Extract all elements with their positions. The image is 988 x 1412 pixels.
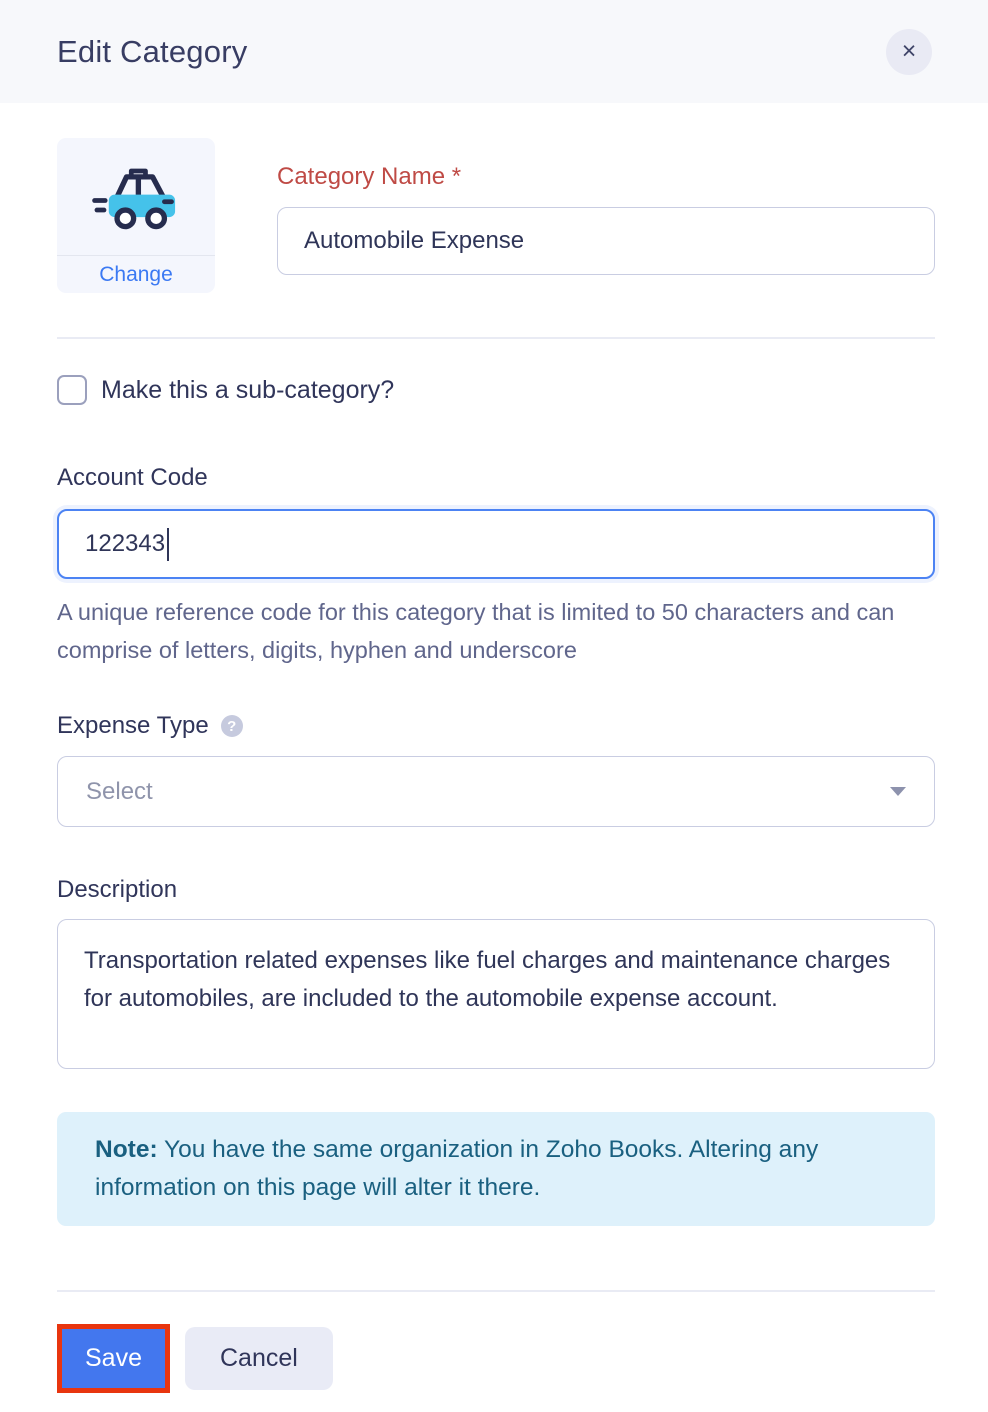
cancel-button[interactable]: Cancel	[185, 1327, 333, 1390]
save-button[interactable]: Save	[62, 1329, 165, 1388]
description-label: Description	[57, 876, 178, 903]
modal-body	[0, 138, 988, 1393]
change-icon-link[interactable]: Change	[99, 262, 173, 286]
text-cursor	[167, 528, 169, 561]
taxi-icon	[57, 138, 215, 255]
subcategory-checkbox[interactable]	[57, 375, 87, 405]
close-icon: ×	[901, 37, 917, 65]
close-button[interactable]	[886, 29, 932, 75]
question-help-icon[interactable]	[221, 715, 243, 737]
modal-header	[0, 0, 988, 103]
description-textarea[interactable]	[57, 919, 935, 1069]
note-box	[57, 1112, 935, 1226]
note-text: You have the same organization in Zoho Books. Altering any information on this page will alter it there.	[95, 1136, 819, 1201]
actions-row	[57, 1324, 935, 1393]
subcategory-row	[57, 375, 935, 405]
subcategory-label: Make this a sub-category?	[101, 375, 395, 404]
category-name-input[interactable]	[277, 207, 935, 275]
chevron-down-icon	[890, 787, 906, 796]
account-code-help-text: A unique reference code for this category that is limited to 50 characters and can comprise of letters, digits, hyphen and underscore	[57, 599, 895, 663]
note-prefix: Note:	[95, 1136, 158, 1163]
section-divider-bottom	[57, 1290, 935, 1292]
expense-type-label-row	[57, 711, 935, 741]
account-code-label: Account Code	[57, 464, 208, 491]
icon-name-row	[57, 138, 935, 293]
account-code-field	[57, 509, 935, 579]
select-placeholder: Select	[86, 777, 153, 805]
expense-type-select[interactable]	[57, 756, 935, 827]
category-name-column	[277, 138, 935, 275]
category-name-label: Category Name *	[277, 163, 462, 190]
section-divider-top	[57, 337, 935, 339]
save-annotation-highlight	[57, 1324, 170, 1393]
page-title: Edit Category	[57, 33, 248, 69]
change-area	[57, 255, 215, 293]
expense-type-label: Expense Type	[57, 712, 209, 739]
account-code-input[interactable]	[57, 509, 935, 579]
question-glyph: ?	[227, 717, 237, 735]
category-icon-tile	[57, 138, 215, 293]
